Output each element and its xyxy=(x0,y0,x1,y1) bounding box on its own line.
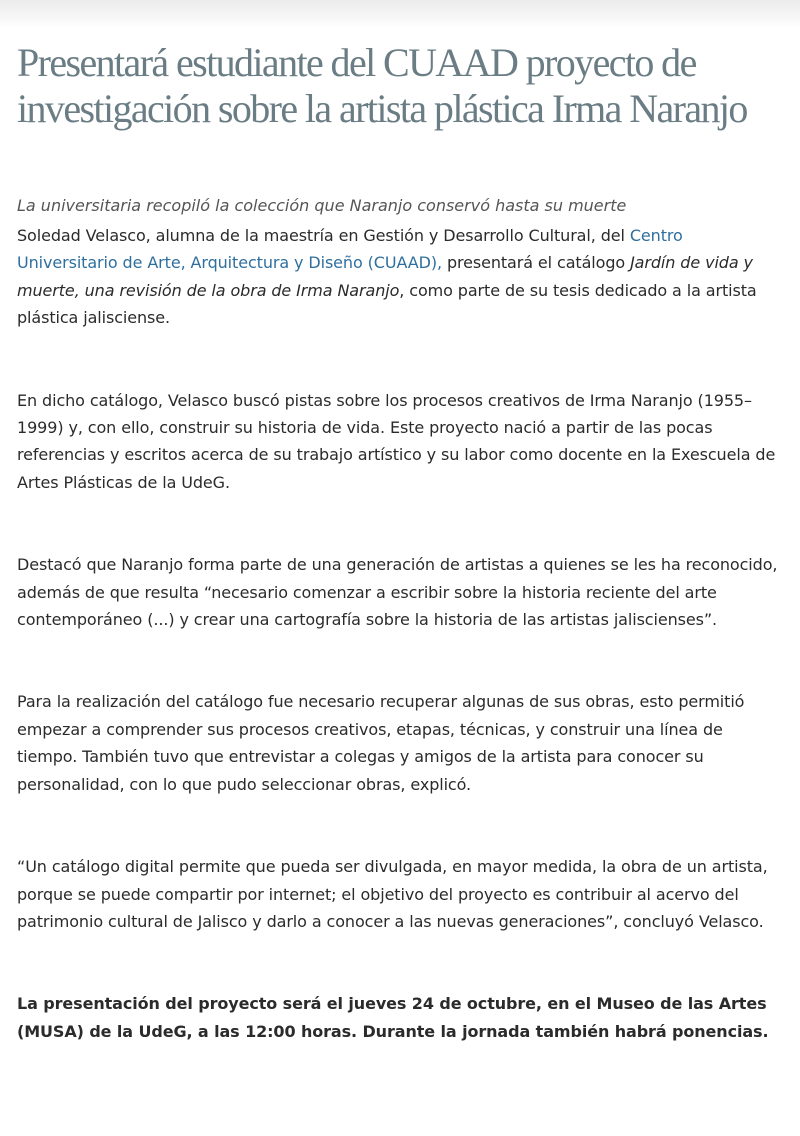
paragraph-6-event-info: La presentación del proyecto será el jueves 24 de octubre, en el Museo de las Artes (MUSA) de la UdeG, a las 12:00 horas. Durante la jornada también habrá ponencias. xyxy=(17,994,769,1041)
article xyxy=(17,40,787,1045)
paragraph-3: Destacó que Naranjo forma parte de una generación de artistas a quienes se les ha reconocido, además de que resulta “necesario comenzar a escribir sobre la historia reciente del arte contemporáneo (...) y crear una cartografía sobre la historia de las artistas jaliscienses”. xyxy=(17,555,778,630)
article-headline: Presentará estudiante del CUAAD proyecto de investigación sobre la artista plástica Irma Naranjo xyxy=(17,40,747,131)
article-subtitle: La universitaria recopiló la colección que Naranjo conservó hasta su muerte xyxy=(17,196,627,215)
paragraph-2: En dicho catálogo, Velasco buscó pistas sobre los procesos creativos de Irma Naranjo (1955–1999) y, con ello, construir su historia de vida. Este proyecto nació a partir de las pocas referencias y escritos acerca de su trabajo artístico y su labor como docente en la Exescuela de Artes Plásticas de la UdeG. xyxy=(17,390,776,492)
cuaad-link[interactable]: Centro Universitario de Arte, Arquitectura y Diseño (CUAAD), xyxy=(17,226,683,273)
paragraph-4: Para la realización del catálogo fue necesario recuperar algunas de sus obras, esto permitió empezar a comprender sus procesos creativos, etapas, técnicas, y construir una línea de tiempo. También tuvo que entrevistar a colegas y amigos de la artista para conocer su personalidad, con lo que pudo seleccionar obras, explicó. xyxy=(17,692,745,794)
paragraph-5: “Un catálogo digital permite que pueda ser divulgada, en mayor medida, la obra de un artista, porque se puede compartir por internet; el objetivo del proyecto es contribuir al acervo del patrimonio cultural de Jalisco y darlo a conocer a las nuevas generaciones”, concluyó Velasco. xyxy=(17,857,768,931)
paragraph-1 xyxy=(17,222,787,332)
catalog-title: Jardín de vida y muerte, una revisión de la obra de Irma Naranjo xyxy=(17,253,753,300)
paragraph-1-text-a: Soledad Velasco, alumna de la maestría en Gestión y Desarrollo Cultural, del xyxy=(17,226,630,245)
paragraph-1-text-b: presentará el catálogo xyxy=(441,253,631,273)
paragraph-1-text-c: , como parte de su tesis dedicado a la artista plástica jalisciense. xyxy=(17,280,757,328)
top-header-band xyxy=(0,0,800,28)
